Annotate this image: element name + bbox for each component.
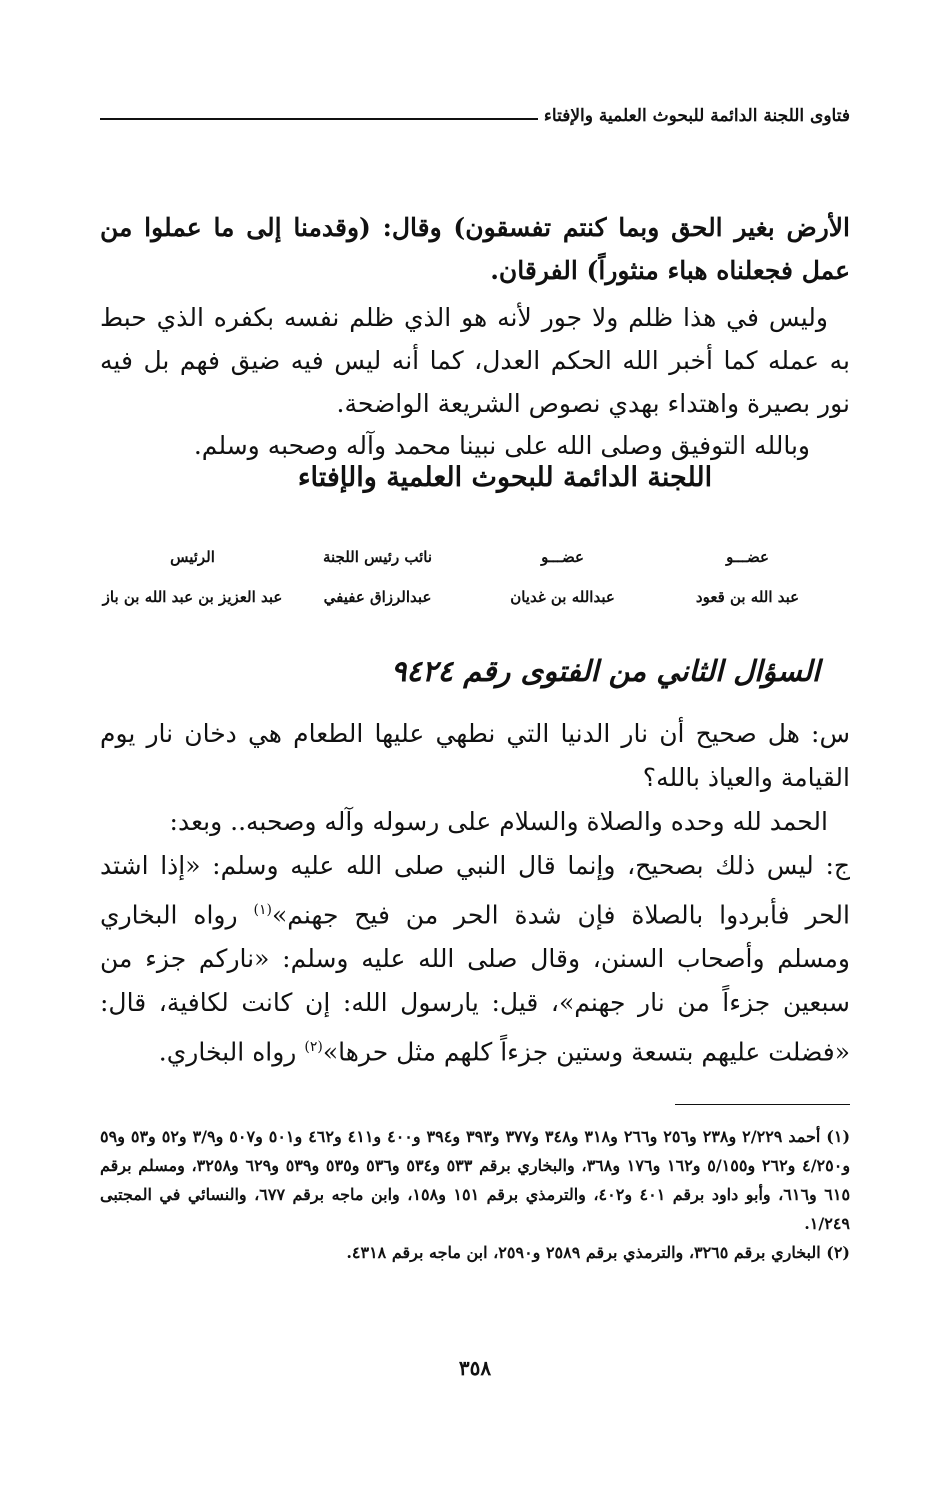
signature-role: الرئيس <box>170 548 215 566</box>
running-header <box>100 96 850 126</box>
committee-name: اللجنة الدائمة للبحوث العلمية والإفتاء <box>297 462 713 493</box>
signature-name: عبد الله بن قعود <box>695 588 800 606</box>
signature-name: عبدالله بن غديان <box>510 588 615 606</box>
footnote-1: (١) أحمد ٢/٢٢٩ و٢٣٨ و٢٥٦ و٢٦٦ و٣١٨ و٣٤٨ و٣٧٧ و٣٩٣ و٣٩٤ و٤٠٠ و٤١١ و٤٦٢ و٥٠١ و٥٠٧ و٣/٩ و٥٢ و٥٣ و٥٩ و٤/٢٥٠ و٢٦٢ و٥/١٥٥ و١٦٢ و١٧٦ و٣٦٨، والبخاري برقم ٥٣٣ و٥٣٤ و٥٣٦ و٥٣٥ و٥٣٩ و٦٢٩ و٣٢٥٨، ومسلم برقم ٦١٥ و٦١٦، وأبو داود برقم ٤٠١ و٤٠٢، والترمذي برقم ١٥١ و١٥٨، وابن ماجه برقم ٦٧٧، والنسائي في المجتبى ١/٢٤٩. <box>100 1127 851 1233</box>
footnote-divider <box>675 1104 850 1105</box>
paragraph-explanation: وليس في هذا ظلم ولا جور لأنه هو الذي ظلم نفسه بكفره الذي حبط به عمله كما أخبر الله الحكم العدل، كما أنه ليس فيه ضيق فهم بل فيه نور بصيرة واهتداء بهدي نصوص الشريعة الواضحة. <box>100 303 850 418</box>
footnotes <box>100 1122 850 1267</box>
signature-role: نائب رئيس اللجنة <box>322 548 433 566</box>
running-title: فتاوى اللجنة الدائمة للبحوث العلمية والإفتاء <box>543 106 850 126</box>
question-heading: السؤال الثاني من الفتوى رقم ٩٤٢٤ <box>390 654 820 688</box>
signatures-block <box>100 548 840 618</box>
signature-vice-president <box>285 548 470 618</box>
closing-line: وبالله التوفيق وصلى الله على نبينا محمد وآله وصحبه وسلم. <box>193 431 810 460</box>
answer-text <box>100 844 850 1075</box>
footnote-marker-1: (١) <box>253 902 272 918</box>
answer-part-1: ج: ليس ذلك بصحيح، وإنما قال النبي صلى الله عليه وسلم: «إذا اشتد الحر فأبردوا بالصلاة فإن شدة الحر من فيح جهنم» <box>100 851 850 930</box>
header-rule <box>100 118 538 120</box>
signature-president <box>100 548 285 618</box>
signature-member-2 <box>470 548 655 618</box>
footnote-marker-2: (٢) <box>304 1039 323 1056</box>
page-number: ٣٥٨ <box>458 1356 492 1380</box>
signature-name: عبدالرزاق عفيفي <box>323 588 432 606</box>
footnote-2: (٢) البخاري برقم ٣٢٦٥، والترمذي برقم ٢٥٨٩ و٢٥٩٠، ابن ماجه برقم ٤٣١٨. <box>346 1243 850 1262</box>
answer-part-2: رواه البخاري ومسلم وأصحاب السنن، وقال صلى الله عليه وسلم: «ناركم جزء من سبعين جزءاً من نار جهنم»، قيل: يارسول الله: إن كانت لكافية، قال: «فضلت عليهم بتسعة وستين جزءاً كلهم مثل حرها» <box>100 900 850 1067</box>
signature-member-1 <box>655 548 840 618</box>
answer-part-3: رواه البخاري. <box>158 1037 305 1067</box>
question-body <box>100 712 850 1075</box>
question-text: س: هل صحيح أن نار الدنيا التي نطهي عليها الطعام هي دخان نار يوم القيامة والعياذ بالله؟ <box>100 719 850 792</box>
signature-name: عبد العزيز بن عبد الله بن باز <box>102 588 283 606</box>
signature-role: عضـــو <box>541 548 584 566</box>
signature-role: عضـــو <box>726 548 769 566</box>
praise-line: الحمد لله وحده والصلاة والسلام على رسوله وآله وصحبه.. وبعد: <box>169 807 828 836</box>
paragraph-quran-quote: الأرض بغير الحق وبما كنتم تفسقون) وقال: (وقدمنا إلى ما عملوا من عمل فجعلناه هباء منثوراً) الفرقان. <box>100 213 850 285</box>
